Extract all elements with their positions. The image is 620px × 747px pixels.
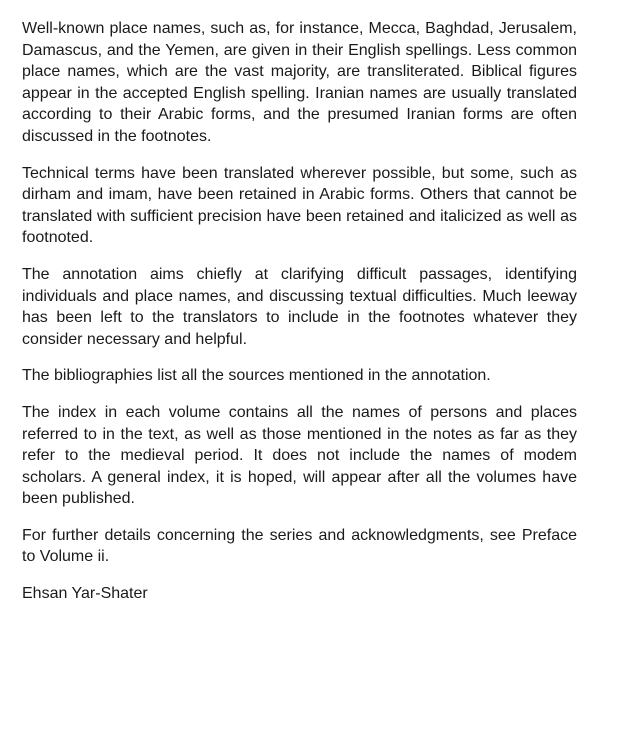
- author-signature: Ehsan Yar-Shater: [22, 585, 148, 603]
- paragraph-place-names: Well-known place names, such as, for instance, Mecca, Baghdad, Jerusalem, Damascus, and the Yemen, are given in their English spellings. Less common place names, which are the vast majority, are transliterated. Biblical figures appear in the accepted English spelling. Iranian names are usually translated according to their Arabic forms, and the presumed Iranian forms are often discussed in the footnotes.: [22, 20, 577, 145]
- paragraph-bibliographies: The bibliographies list all the sources mentioned in the annotation.: [22, 367, 491, 385]
- document-page: [22, 18, 577, 605]
- paragraph-index: The index in each volume contains all the names of persons and places referred to in the text, as well as those mentioned in the notes as far as they refer to the medieval period. It does not include the names of modem scholars. A general index, it is hoped, will appear after all the volumes have been published.: [22, 403, 577, 508]
- paragraph-further-details: For further details concerning the series and acknowledgments, see Preface to Volume ii.: [22, 526, 577, 566]
- paragraph-annotation: The annotation aims chiefly at clarifying difficult passages, identifying individuals and place names, and discussing textual difficulties. Much leeway has been left to the translators to include in the footnotes whatever they consider necessary and helpful.: [22, 265, 577, 348]
- paragraph-technical-terms: Technical terms have been translated wherever possible, but some, such as dirham and imam, have been retained in Arabic forms. Others that cannot be translated with sufficient precision have been retained and italicized as well as footnoted.: [22, 164, 577, 247]
